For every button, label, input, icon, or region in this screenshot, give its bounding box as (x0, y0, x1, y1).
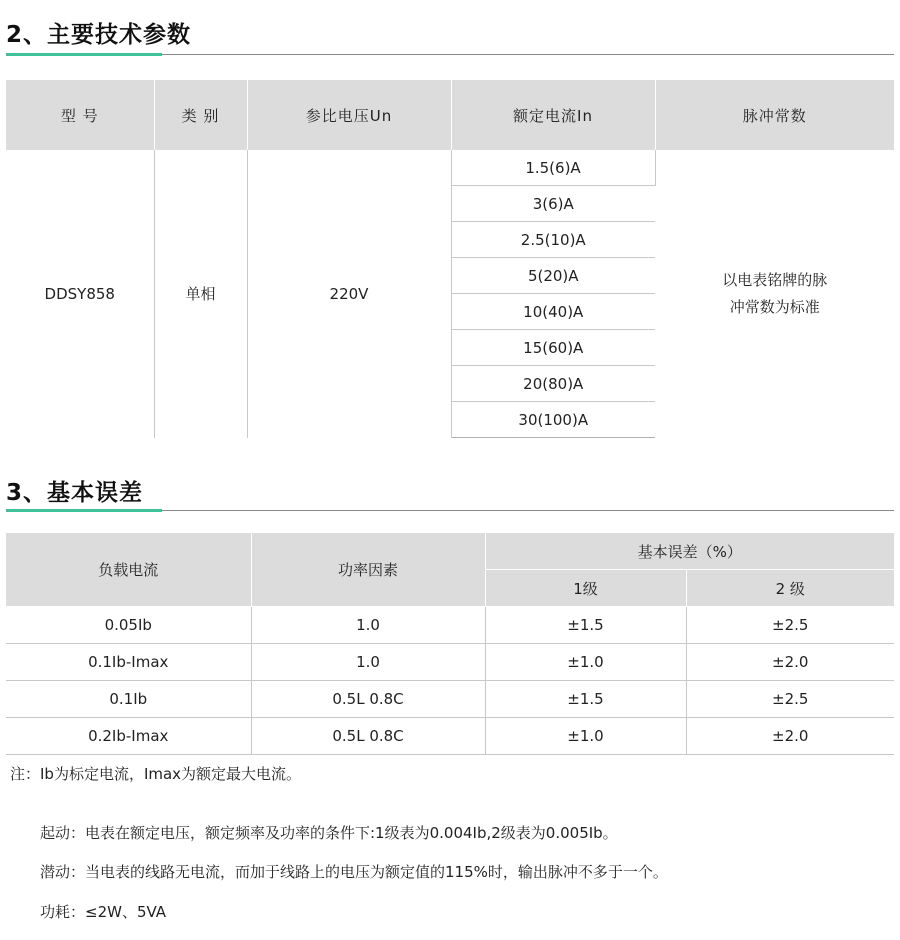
section-accent-bar (6, 509, 162, 512)
model-cell: DDSY858 (6, 150, 154, 438)
class1-error-cell: ±1.5 (485, 607, 686, 644)
current-cell: 20(80)A (451, 366, 655, 402)
header-power-factor: 功率因素 (251, 533, 485, 607)
header-class-1: 1级 (485, 570, 686, 607)
header-model: 型 号 (6, 80, 154, 150)
current-cell: 5(20)A (451, 258, 655, 294)
class2-error-cell: ±2.5 (686, 607, 894, 644)
header-pulse: 脉冲常数 (655, 80, 894, 150)
current-cell: 1.5(6)A (451, 150, 655, 186)
header-load-current: 负载电流 (6, 533, 251, 607)
class1-error-cell: ±1.0 (485, 718, 686, 755)
class2-error-cell: ±2.0 (686, 644, 894, 681)
class1-error-cell: ±1.5 (485, 681, 686, 718)
header-basic-error: 基本误差（%） (485, 533, 894, 570)
table-row (6, 718, 894, 755)
pulse-text-line2: 冲常数为标准 (729, 297, 820, 316)
load-current-cell: 0.1Ib (6, 681, 251, 718)
basic-error-table (6, 533, 894, 755)
power-factor-cell: 0.5L 0.8C (251, 718, 485, 755)
class1-error-cell: ±1.0 (485, 644, 686, 681)
table-row (6, 644, 894, 681)
table-row (6, 681, 894, 718)
starting-spec: 起动：电表在额定电压，额定频率及功率的条件下:1级表为0.004Ib,2级表为0.005Ib。 (40, 824, 618, 842)
power-factor-cell: 1.0 (251, 607, 485, 644)
power-consumption-spec: 功耗：≤2W、5VA (40, 903, 167, 921)
header-current: 额定电流In (451, 80, 655, 150)
power-factor-cell: 0.5L 0.8C (251, 681, 485, 718)
header-voltage: 参比电压Un (247, 80, 451, 150)
pulse-text-line1: 以电表铭牌的脉 (722, 270, 828, 289)
header-category: 类 别 (154, 80, 247, 150)
section-accent-bar (6, 53, 162, 56)
creeping-spec: 潜动：当电表的线路无电流，而加于线路上的电压为额定值的115%时，输出脉冲不多于一个。 (40, 863, 668, 881)
pulse-constant-cell (655, 150, 894, 438)
section-title-basic-error: 3、基本误差 (6, 480, 144, 506)
load-current-cell: 0.05Ib (6, 607, 251, 644)
table-note: 注：Ib为标定电流，Imax为额定最大电流。 (10, 765, 302, 783)
current-cell: 3(6)A (451, 186, 655, 222)
load-current-cell: 0.2Ib-Imax (6, 718, 251, 755)
class2-error-cell: ±2.5 (686, 681, 894, 718)
table-row (6, 150, 894, 186)
current-cell: 15(60)A (451, 330, 655, 366)
class2-error-cell: ±2.0 (686, 718, 894, 755)
current-cell: 10(40)A (451, 294, 655, 330)
header-class-2: 2 级 (686, 570, 894, 607)
current-cell: 30(100)A (451, 402, 655, 438)
section-title-tech-params: 2、主要技术参数 (6, 22, 192, 48)
current-cell: 2.5(10)A (451, 222, 655, 258)
tech-params-table (6, 80, 894, 438)
load-current-cell: 0.1Ib-Imax (6, 644, 251, 681)
category-cell: 单相 (154, 150, 247, 438)
table-row (6, 607, 894, 644)
power-factor-cell: 1.0 (251, 644, 485, 681)
table-header-row (6, 80, 894, 150)
voltage-cell: 220V (247, 150, 451, 438)
table-header-row (6, 533, 894, 570)
